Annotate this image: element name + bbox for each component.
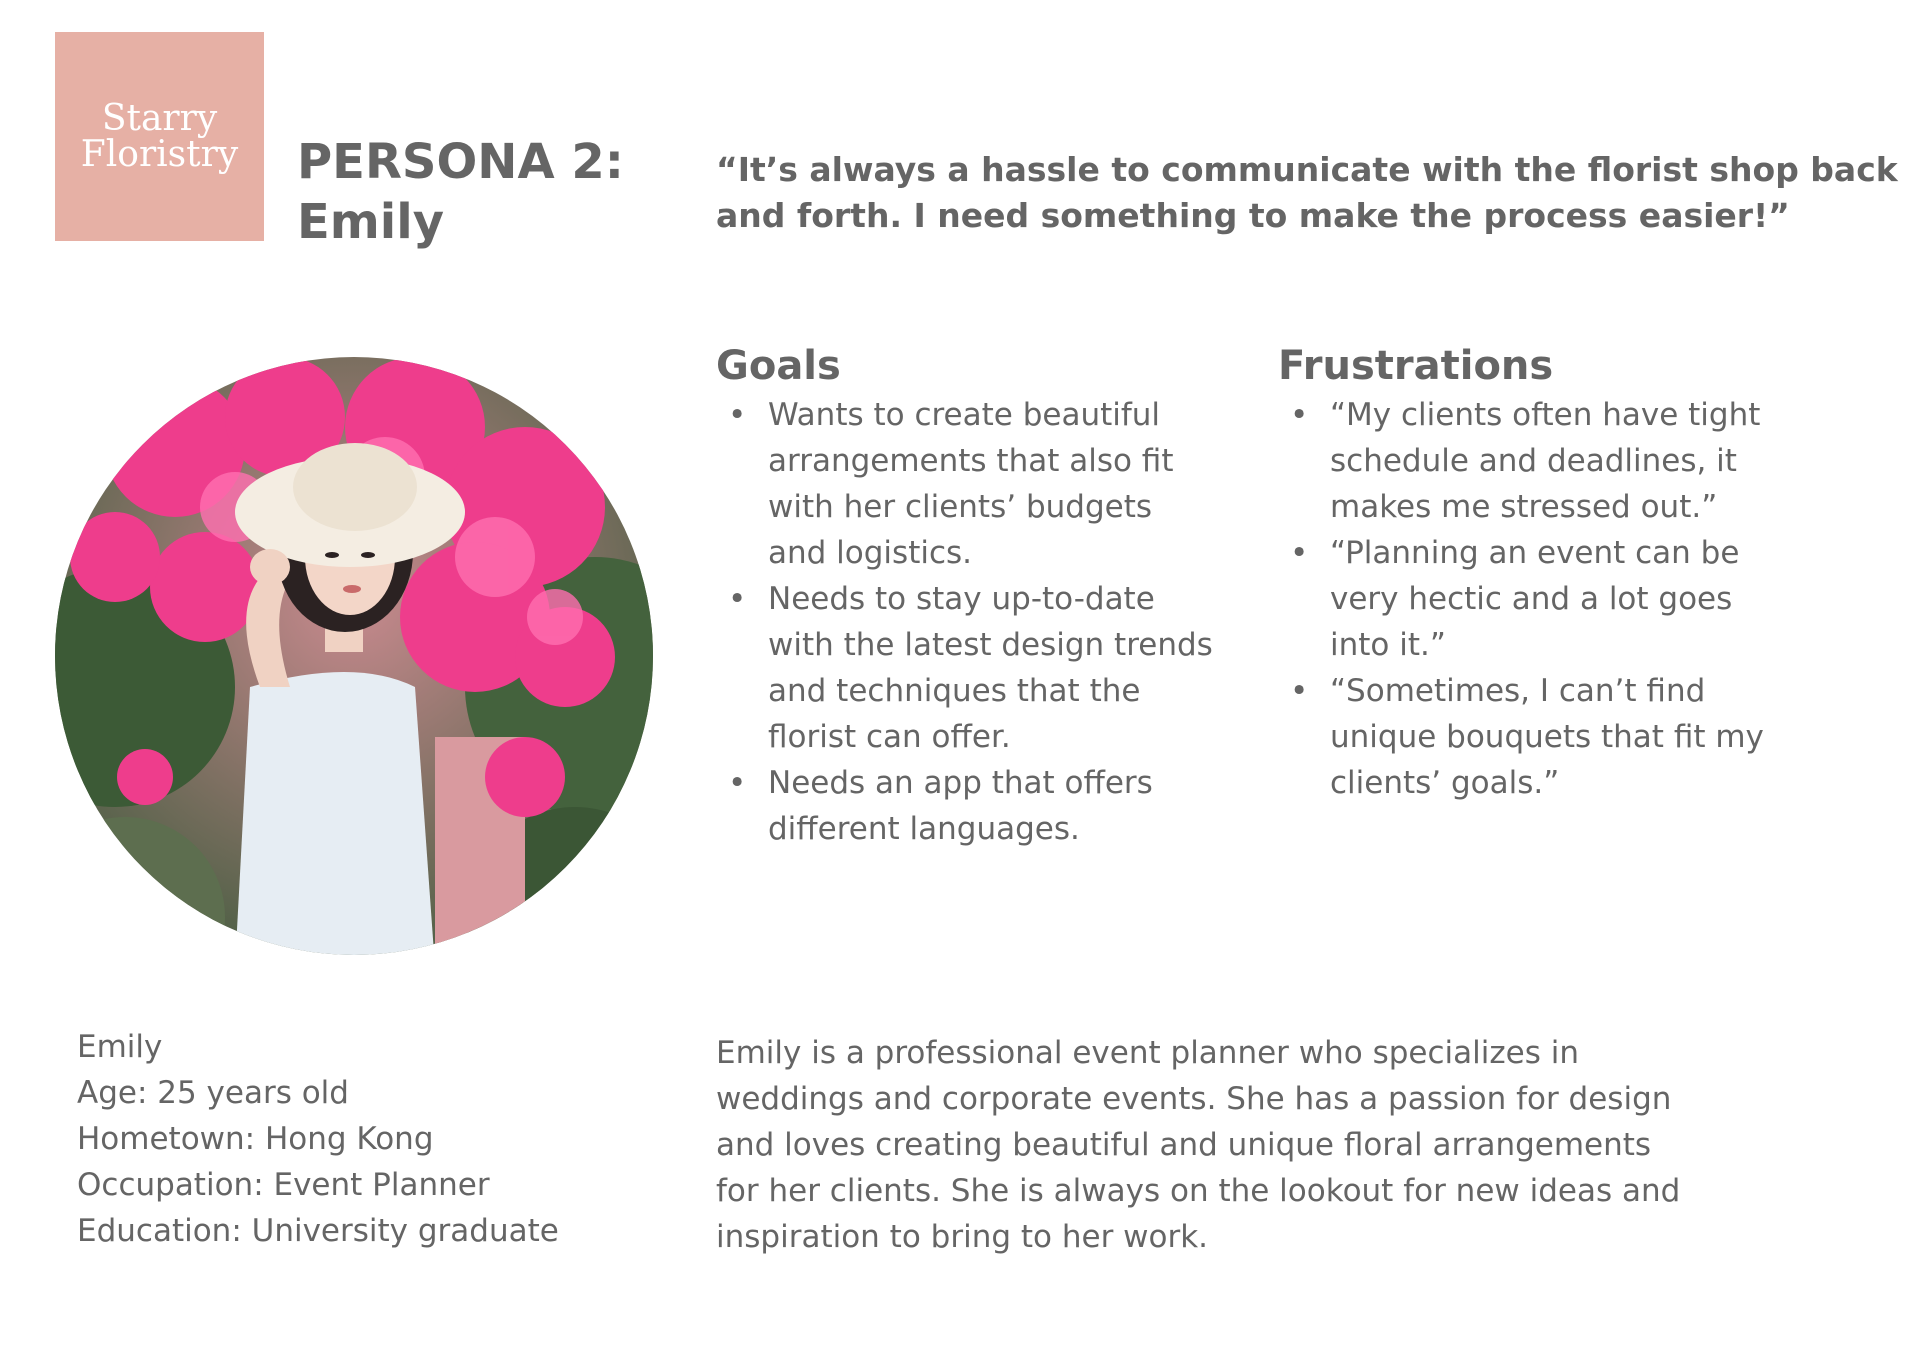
persona-label: PERSONA 2: [297, 134, 624, 190]
info-name: Emily [77, 1029, 163, 1065]
bio-line: weddings and corporate events. She has a passion for design [716, 1081, 1672, 1117]
info-age: Age: 25 years old [77, 1075, 349, 1111]
quote-line: “It’s always a hassle to communicate with the florist shop back [716, 150, 1898, 189]
persona-name: Emily [297, 194, 444, 250]
info-education: Education: University graduate [77, 1213, 559, 1249]
bio-line: inspiration to bring to her work. [716, 1219, 1209, 1255]
frustrations-title: Frustrations [1278, 343, 1554, 389]
list-item: • Wants to create beautiful arrangements that also fit with her clients’ budgets and logistics. [716, 392, 1213, 576]
persona-info [77, 1024, 559, 1254]
list-item: • “Sometimes, I can’t find unique bouquets that fit my clients’ goals.” [1278, 668, 1764, 806]
logo-line-2: Floristry [80, 133, 239, 175]
bio-line: and loves creating beautiful and unique floral arrangements [716, 1127, 1652, 1163]
list-item: • Needs to stay up-to-date with the latest design trends and techniques that the florist can offer. [716, 576, 1213, 760]
info-hometown: Hometown: Hong Kong [77, 1121, 434, 1157]
list-item: • “Planning an event can be very hectic and a lot goes into it.” [1278, 530, 1764, 668]
logo-line-1: Starry [101, 97, 218, 139]
persona-photo [55, 357, 653, 955]
persona-title [297, 132, 624, 252]
persona-photo-illustration [55, 357, 653, 955]
brand-logo [55, 32, 264, 241]
goals-list [716, 392, 1213, 852]
persona-quote [716, 147, 1906, 239]
persona-bio [716, 1030, 1680, 1260]
list-item: • Needs an app that offers different languages. [716, 760, 1213, 852]
list-item: • “My clients often have tight schedule and deadlines, it makes me stressed out.” [1278, 392, 1764, 530]
bio-line: Emily is a professional event planner who specializes in [716, 1035, 1579, 1071]
bio-line: for her clients. She is always on the lookout for new ideas and [716, 1173, 1681, 1209]
goals-title: Goals [716, 343, 841, 389]
frustrations-list [1278, 392, 1764, 806]
info-occupation: Occupation: Event Planner [77, 1167, 490, 1203]
quote-line: and forth. I need something to make the process easier!” [716, 196, 1790, 235]
